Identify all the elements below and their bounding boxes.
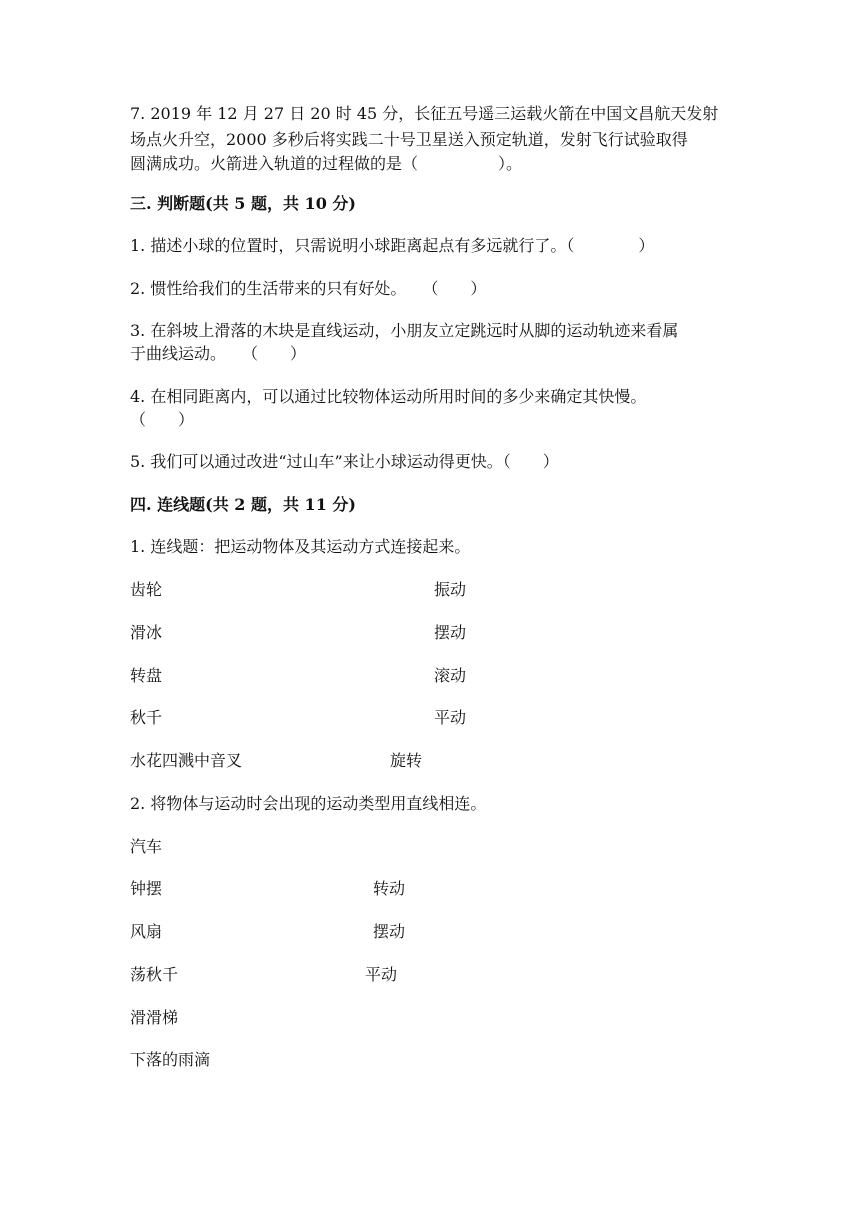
match-q2-left-item: 下落的雨滴 bbox=[130, 1050, 211, 1069]
section-3-title: 三. 判断题(共 5 题，共 10 分) bbox=[130, 194, 356, 213]
match-q1-left-item: 齿轮 bbox=[130, 580, 163, 599]
match-q2-left-item: 荡秋千 bbox=[130, 965, 179, 984]
match-q1-right-item: 振动 bbox=[434, 580, 467, 599]
match-q1-right-item: 摆动 bbox=[434, 623, 467, 642]
section-4-title: 四. 连线题(共 2 题，共 11 分) bbox=[130, 495, 356, 514]
judge-q3-line-2: 于曲线运动。 （ ） bbox=[130, 344, 307, 363]
match-q1-left-item: 秋千 bbox=[130, 708, 163, 727]
match-q1-right-item: 滚动 bbox=[434, 666, 467, 685]
match-q2-right-item: 转动 bbox=[373, 879, 406, 898]
match-q2-prompt: 2. 将物体与运动时会出现的运动类型用直线相连。 bbox=[130, 794, 487, 813]
match-q2-left-item: 汽车 bbox=[130, 837, 163, 856]
judge-q3-line-1: 3. 在斜坡上滑落的木块是直线运动，小朋友立定跳远时从脚的运动轨迹来看属 bbox=[130, 321, 679, 340]
judge-q2: 2. 惯性给我们的生活带来的只有好处。 （ ） bbox=[130, 279, 487, 298]
match-q1-left-item: 转盘 bbox=[130, 666, 163, 685]
match-q2-left-item: 钟摆 bbox=[130, 879, 163, 898]
match-q1-right-item: 平动 bbox=[434, 708, 467, 727]
judge-q5: 5. 我们可以通过改进“过山车”来让小球运动得更快。（ ） bbox=[130, 452, 559, 471]
match-q2-right-item: 摆动 bbox=[373, 922, 406, 941]
match-q1-left-item: 滑冰 bbox=[130, 623, 163, 642]
match-q1-prompt: 1. 连线题：把运动物体及其运动方式连接起来。 bbox=[130, 537, 471, 556]
match-q1-right-item: 旋转 bbox=[390, 751, 423, 770]
q7-line-3: 圆满成功。火箭进入轨道的过程做的是（ ）。 bbox=[130, 154, 523, 173]
judge-q1: 1. 描述小球的位置时，只需说明小球距离起点有多远就行了。（ ） bbox=[130, 236, 655, 255]
match-q2-right-item: 平动 bbox=[365, 965, 398, 984]
match-q2-left-item: 风扇 bbox=[130, 922, 163, 941]
q7-line-1: 7. 2019 年 12 月 27 日 20 时 45 分，长征五号遥三运载火箭在中国文昌航天发射 bbox=[130, 104, 719, 123]
match-q2-left-item: 滑滑梯 bbox=[130, 1008, 179, 1027]
judge-q4-line-1: 4. 在相同距离内，可以通过比较物体运动所用时间的多少来确定其快慢。 bbox=[130, 387, 647, 406]
match-q1-left-item: 水花四溅中音叉 bbox=[130, 751, 243, 770]
judge-q4-line-2: （ ） bbox=[130, 410, 195, 429]
q7-line-2: 场点火升空，2000 多秒后将实践二十号卫星送入预定轨道，发射飞行试验取得 bbox=[130, 130, 688, 149]
